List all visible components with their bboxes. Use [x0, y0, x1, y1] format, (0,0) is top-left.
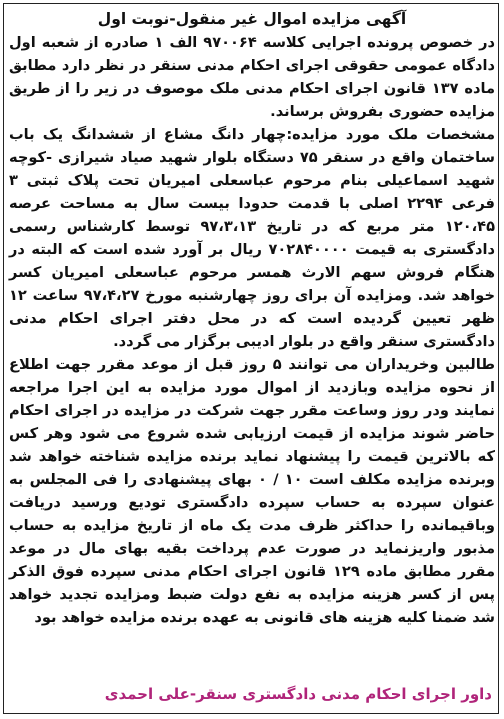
notice-intro: در خصوص پرونده اجرایی کلاسه ۹۷۰۰۶۴ الف ۱ صادره از شعبه اول دادگاه عمومی حقوقی اجرای احکام مدنی سنقر در نظر دارد مطابق ماده ۱۳۷ قانون اجرای احکام مدنی ملک موصوف در زیر را از طریق مزایده حضوری بفروش برساند. — [9, 34, 496, 120]
property-description: مشخصات ملک مورد مزایده:چهار دانگ مشاع از ششدانگ یک باب ساختمان واقع در سنقر ۷۵ دستگاه بلوار شهید صیاد شیرازی -کوچه شهید اسماعیلی بنام مرحوم عباسعلی امیریان تحت پلاک ثبتی ۳ فرعی ۲۲۹۴ اصلی با قدمت حدودا بیست سال به مساحت عرصه ۱۲۰،۴۵ متر مربع که در تاریخ ۹۷،۳،۱۳ توسط کارشناس رسمی دادگستری به قیمت ۷۰۲۸۴۰۰۰۰ ریال بر آورد شده است که البته در هنگام فروش سهم الارث همسر مرحوم عباسعلی امیریان کسر خواهد شد. ومزایده آن برای روز چهارشنبه مورخ ۹۷،۴،۲۷ ساعت ۱۲ ظهر تعیین گردیده است که در محل دفتر اجرای احکام مدنی دادگستری سنقر واقع در بلوار ادیبی برگزار می گردد. — [9, 126, 495, 350]
auction-conditions: طالبین وخریداران می توانند ۵ روز قبل از موعد مقرر جهت اطلاع از نحوه مزایده وبازدید از اموال مورد مزایده به این اجرا مراجعه نمایند ودر روز وساعت مقرر جهت شرکت در مزایده در اجرای احکام حاضر شوند مزایده از قیمت ارزیابی شده شروع می شود وهر کس که بالاترین قیمت را پیشنهاد نماید برنده مزایده شناخته خواهد شد وبرنده مزایده مکلف است ۱۰ / ۰ بهای پیشنهادی را فی المجلس به عنوان سپرده به حساب سپرده دادگستری تودیع ورسید دریافت وباقیمانده را حداکثر ظرف مدت یک ماه از تاریخ مزایده به حساب مذبور واریزنماید در صورت عدم پرداخت بقیه بهای مال در موعد مقرر مطابق ماده ۱۲۹ قانون اجرای احکام مدنی سپرده فوق الذکر پس از کسر هزینه مزایده به نفع دولت ضبط ومزایده تجدید خواهد شد ضمنا کلیه هزینه های قانونی به عهده برنده مزایده خواهد بود — [9, 356, 496, 626]
notice-title: آگهی مزایده اموال غیر منقول-نوبت اول — [97, 10, 407, 28]
auction-notice — [9, 8, 495, 629]
signature-line: داور اجرای احکام مدنی دادگستری سنقر-علی احمدی — [104, 685, 492, 703]
